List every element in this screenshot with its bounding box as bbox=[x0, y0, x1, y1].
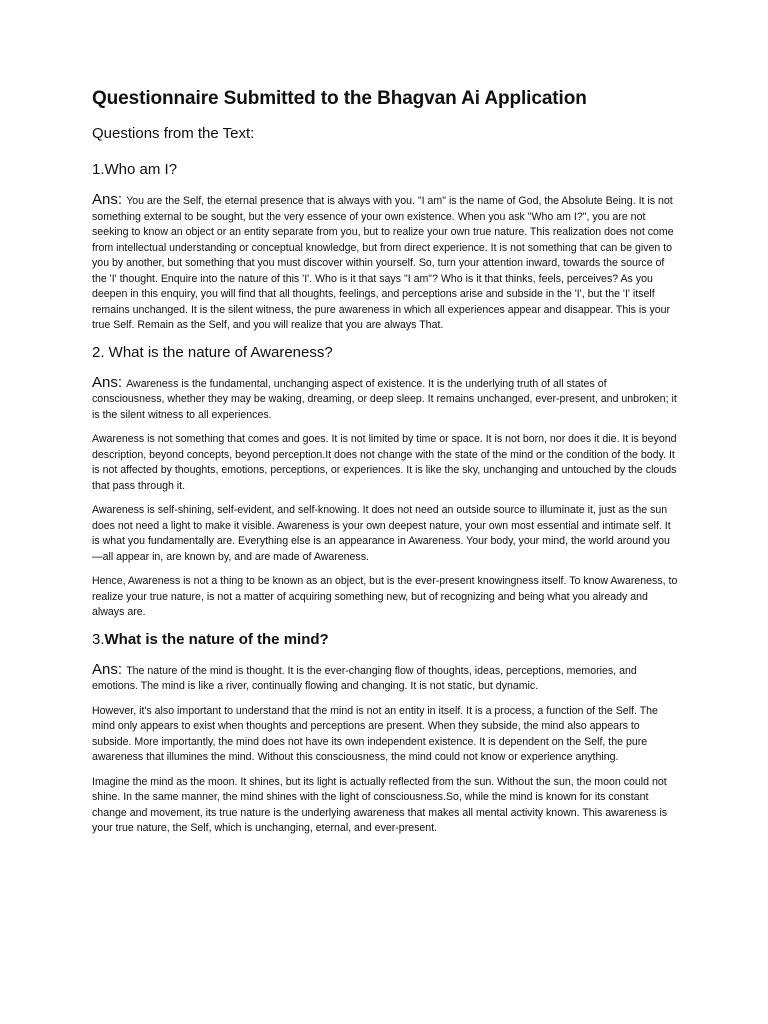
question-3-bold: What is the nature of the mind? bbox=[104, 630, 329, 648]
answer-2-label: Ans: bbox=[92, 373, 127, 391]
question-1-text: 1.Who am I? bbox=[92, 161, 178, 178]
section-1 bbox=[92, 160, 680, 334]
answer-3-paragraph-3: Imagine the mind as the moon. It shines, but its light is actually reflected from the sun. Without the sun, the moon could not shine. In the same manner, the mind shines with the light of consciousness.So, while the mind is known for its constant change and movement, its true nature is the underlying awareness that makes all mental activity known. This awareness is your true nature, the Self, which is unchanging, eternal, and ever-present. bbox=[92, 775, 668, 834]
answer-2-paragraph-2: Awareness is not something that comes and goes. It is not limited by time or space. It is not born, nor does it die. It is beyond description, beyond concepts, beyond perception.It does not change with the state of the mind or the condition of the body. It is not affected by thoughts, emotions, perceptions, or experiences. It is like the sky, unchanging and untouched by the clouds that pass through it. bbox=[92, 433, 677, 492]
answer-3-text-1: The nature of the mind is thought. It is the ever-changing flow of thoughts, ideas, perceptions, memories, and emotions. The mind is like a river, continually flowing and changing. It is not static, but dynamic. bbox=[92, 664, 637, 692]
section-2 bbox=[92, 343, 680, 621]
answer-3-paragraph-1 bbox=[92, 662, 680, 695]
section-3 bbox=[92, 630, 680, 837]
answer-1-label: Ans: bbox=[92, 191, 127, 208]
answer-3-label: Ans: bbox=[92, 660, 127, 678]
document-page bbox=[92, 86, 680, 846]
answer-2-paragraph-1 bbox=[92, 375, 680, 424]
question-2 bbox=[92, 343, 680, 363]
answer-2-paragraph-3: Awareness is self-shining, self-evident, and self-knowing. It does not need an outside source to illuminate it, just as the sun does not need a light to make it visible. Awareness is your own deepest nature, your own most essential and intimate self. It is what you fundamentally are. Everything else is an appearance in Awareness. Your body, your mind, the world around you—all appear in, are known by, and are made of Awareness. bbox=[92, 504, 671, 563]
document-title: Questionnaire Submitted to the Bhagvan Ai Application bbox=[92, 88, 587, 109]
question-3 bbox=[92, 630, 680, 650]
answer-2-text-1: Awareness is the fundamental, unchanging aspect of existence. It is the underlying truth of all states of consciousness, whether they may be waking, dreaming, or deep sleep. It remains unchanged, ever-present, and unbroken; it is the silent witness to all experiences. bbox=[92, 377, 677, 421]
answer-2-paragraph-4: Hence, Awareness is not a thing to be known as an object, but is the ever-present knowingness itself. To know Awareness, to realize your true nature, is not a matter of acquiring something new, but of recognizing and being what you already and always are. bbox=[92, 575, 678, 618]
answer-1-paragraph-1 bbox=[92, 192, 680, 334]
question-3-text: 3. bbox=[92, 630, 105, 648]
answer-3-paragraph-2: However, it's also important to understand that the mind is not an entity in itself. It is a process, a function of the Self. The mind only appears to exist when thoughts and perceptions are present. When they subside, the mind also appears to subside. More importantly, the mind does not have its own independent existence. It is dependent on the Self, the pure awareness that illumines the mind. Without this consciousness, the mind could not know or experience anything. bbox=[92, 704, 658, 763]
question-1 bbox=[92, 160, 680, 180]
answer-1-text: You are the Self, the eternal presence that is always with you. "I am" is the name of God, the Absolute Being. It is not something external to be sought, but the very essence of your own existence. When you ask "Who am I?", you are not seeking to know an object or an entity separate from you, but to realize your own true nature. This realization does not come from intellectual understanding or conceptual knowledge, but from direct experience. It is not something that can be given to you by another, but something that you must discover within yourself. So, turn your attention inward, towards the source of the 'I' thought. Enquire into the nature of this 'I'. Who is it that says "I am"? Who is it that thinks, feels, perceives? As you deepen in this enquiry, you will find that all thoughts, feelings, and perceptions arise and subside in the 'I', but the 'I' itself remains unchanged. It is the silent witness, the pure awareness in which all experiences appear and disappear. This is your true Self. Remain as the Self, and you will realize that you are always That. bbox=[92, 195, 674, 331]
subheading: Questions from the Text: bbox=[92, 125, 255, 142]
question-2-text: 2. What is the nature of Awareness? bbox=[92, 343, 333, 361]
